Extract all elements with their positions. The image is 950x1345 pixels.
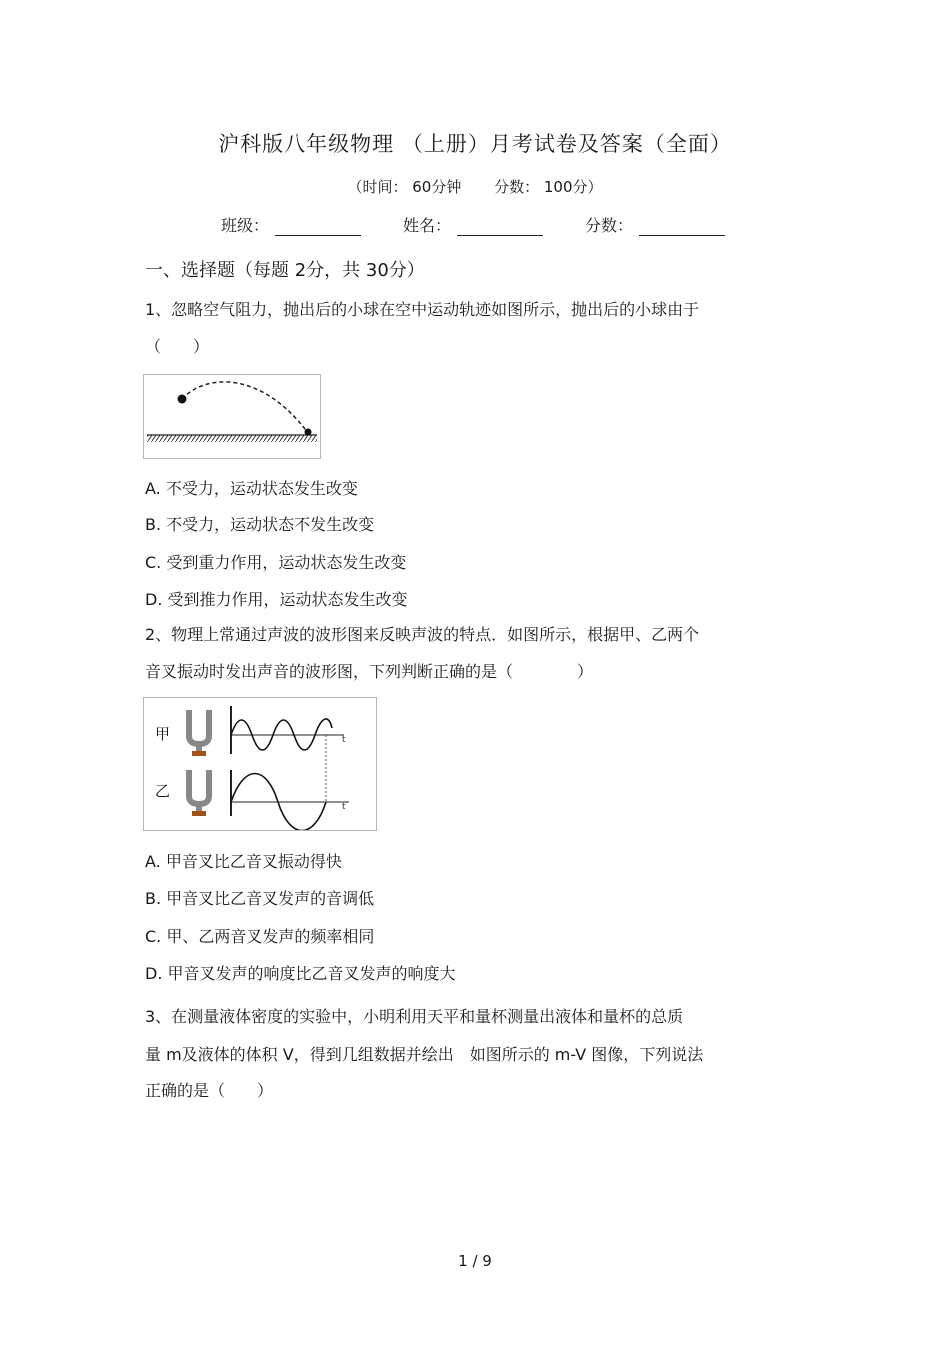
q1-option-c: C. 受到重力作用，运动状态发生改变 — [145, 553, 407, 572]
page-title: 沪科版八年级物理 （上册）月考试卷及答案（全面） — [218, 132, 732, 156]
score-field — [585, 213, 725, 236]
q1-option-d: D. 受到推力作用，运动状态发生改变 — [145, 590, 408, 609]
ball-start — [178, 395, 187, 404]
section-heading: 一、选择题（每题 2分，共 30分） — [145, 260, 425, 281]
tuning-fork-jia — [189, 710, 209, 756]
q2-stem-line1: 2、物理上常通过声波的波形图来反映声波的特点．如图所示，根据甲、乙两个 — [145, 625, 700, 644]
axis-t-label-yi: t — [342, 802, 346, 812]
page-number: 1 / 9 — [458, 1252, 492, 1270]
label-yi: 乙 — [155, 782, 171, 800]
q2-option-b: B. 甲音叉比乙音叉发声的音调低 — [145, 889, 375, 908]
exam-meta — [0, 176, 950, 197]
q1-figure-trajectory — [143, 374, 321, 459]
exam-time: （时间： 60分钟 — [347, 178, 462, 196]
waveform-diagram — [144, 698, 376, 830]
label-jia: 甲 — [155, 725, 171, 743]
trajectory-path — [182, 382, 308, 433]
score-label: 分数： — [585, 216, 634, 235]
ground-hatch — [147, 435, 317, 442]
waveform-jia — [231, 719, 332, 750]
q1-stem-line2: （ ） — [145, 337, 210, 356]
q2-stem-line2: 音叉振动时发出声音的波形图，下列判断正确的是（ ） — [145, 662, 594, 681]
q3-stem-line2: 量 m及液体的体积 V，得到几组数据并绘出 如图所示的 m-V 图像，下列说法 — [145, 1045, 704, 1064]
exam-total-score: 分数： 100分） — [494, 178, 603, 196]
q3-stem-line3: 正确的是（ ） — [145, 1081, 274, 1100]
q1-stem-line1: 1、忽略空气阻力，抛出后的小球在空中运动轨迹如图所示，抛出后的小球由于 — [145, 300, 700, 319]
ball-end — [305, 429, 312, 436]
q1-option-b: B. 不受力，运动状态不发生改变 — [145, 515, 375, 534]
trajectory-diagram — [144, 375, 320, 458]
tuning-fork-yi — [189, 770, 209, 816]
score-blank — [639, 217, 725, 236]
q2-figure-tuning-forks — [143, 697, 377, 831]
q2-option-a: A. 甲音叉比乙音叉振动得快 — [145, 852, 342, 871]
class-field — [221, 213, 361, 236]
q3-stem-line1: 3、在测量液体密度的实验中，小明利用天平和量杯测量出液体和量杯的总质 — [145, 1007, 684, 1026]
class-blank — [275, 217, 361, 236]
q1-option-a: A. 不受力，运动状态发生改变 — [145, 479, 358, 498]
q2-option-d: D. 甲音叉发声的响度比乙音叉发声的响度大 — [145, 964, 456, 983]
name-field — [403, 213, 543, 236]
class-label: 班级： — [221, 216, 270, 235]
axis-t-label-jia: t — [342, 735, 346, 745]
q2-option-c: C. 甲、乙两音叉发声的频率相同 — [145, 927, 375, 946]
name-blank — [457, 217, 543, 236]
name-label: 姓名： — [403, 216, 452, 235]
